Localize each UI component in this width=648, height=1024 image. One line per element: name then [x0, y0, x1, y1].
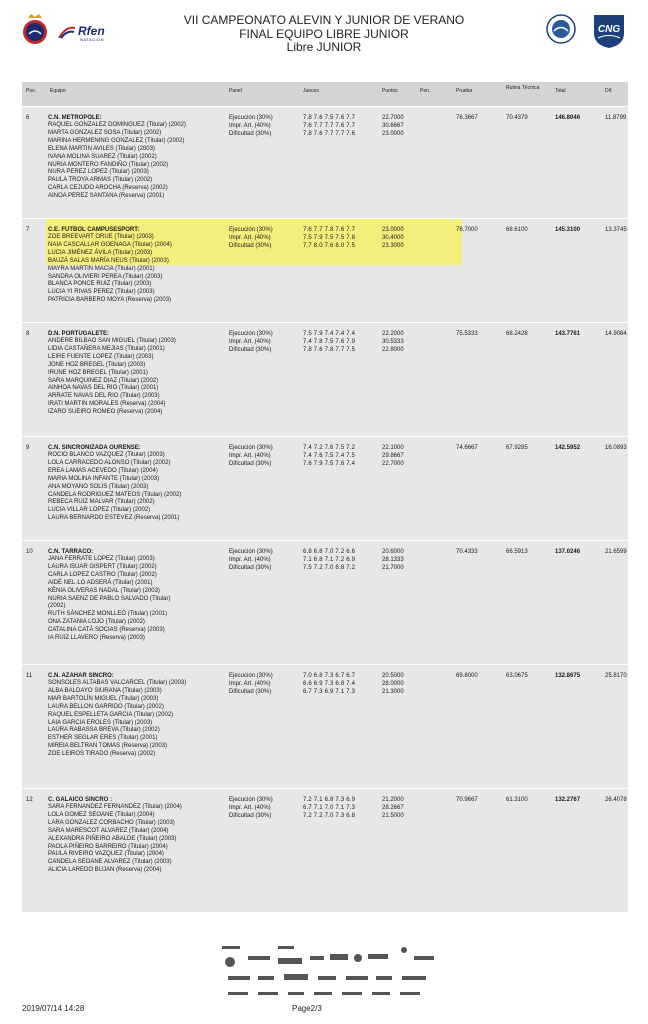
member-name: RAQUEL ESPELLETA GARCIA (Titular) (2002) [48, 711, 174, 718]
sponsor-logo-mark [278, 946, 294, 949]
sponsor-logo-mark [372, 992, 390, 995]
event-title: FINAL EQUIPO LIBRE JUNIOR [239, 26, 409, 41]
member-name: ANDERE BILBAO SAN MIGUEL (Titular) (2003) [48, 338, 176, 344]
panel-point-value: 21.5000 [382, 812, 404, 819]
panel-points [382, 227, 404, 251]
sponsor-logo-mark [330, 954, 348, 960]
panel-point-value: 21.7000 [382, 564, 404, 571]
member-name: SARA MARESCOT ALVAREZ (Titular) (2004) [48, 827, 169, 834]
member-name: PAULA TROYA ARMAS (Titular) (2002) [48, 177, 153, 184]
member-name: PATRICIA BARBERO MOYA (Reserva) (2003) [48, 297, 172, 304]
sponsor-logo-mark [284, 974, 308, 980]
panel-point-value: 28.2667 [382, 804, 404, 811]
judge-score-line: 7.5 7.2 7.0 6.8 7.2 [303, 564, 356, 571]
member-name: MAR BARTOLÍN MIGUEL (Titular) (2003) [48, 695, 159, 702]
member-name: CANDELA RODRIGUEZ MATEOS (Titular) (2002) [48, 491, 182, 498]
print-timestamp: 2019/07/14 14:28 [22, 1004, 85, 1013]
member-list [48, 556, 170, 643]
panel-label: Ejecución (30%) [229, 797, 273, 803]
member-name: LAIA GARCIA EROLES (Titular) (2003) [48, 719, 153, 726]
member-name: EREA LAMAS ACEVEDO (Titular) (2004) [48, 467, 158, 474]
panel-labels [229, 227, 273, 251]
judge-score-line: 6.7 7.1 7.0 7.1 7.3 [303, 804, 356, 811]
position-number: 6 [26, 115, 30, 121]
title-block [150, 14, 498, 55]
judge-score-line: 7.1 6.8 7.1 7.2 6.9 [303, 556, 356, 563]
difference-score: 14.9084 [605, 331, 627, 337]
member-name: ARRATE NAVAS DEL RIO (Titular) (2003) [48, 393, 160, 400]
panel-points [382, 549, 404, 573]
member-name: CATALINA CATÀ SOCIAS (Reserva) (2003) [48, 627, 165, 634]
col-total: Total [555, 88, 566, 94]
panel-point-value: 21.2000 [382, 797, 404, 803]
panel-label: Impr. Art. (40%) [229, 122, 271, 129]
position-number: 12 [26, 797, 33, 803]
member-name: LOLA CARRACEDO ALONSO (Titular) (2002) [48, 459, 171, 466]
judge-scores [303, 115, 355, 139]
panel-label: Ejecución (30%) [229, 227, 273, 233]
member-name: REBECA RUIZ MALVAR (Titular) (2002) [48, 499, 155, 506]
member-name: RUTH SÁNCHEZ MONLLEÓ (Titular) (2001) [48, 611, 168, 618]
panel-label: Ejecución (30%) [229, 445, 273, 451]
member-name: CARLA CEJUDO AROCHA (Reserva) (2002) [48, 185, 168, 192]
position-number: 11 [26, 673, 33, 679]
sponsor-logos [218, 942, 440, 1002]
sponsor-logo-mark [278, 958, 302, 964]
rutina-tecnica-score: 70.4379 [506, 115, 528, 121]
team-name: C.N. AZAHAR SINCRO: [48, 673, 114, 679]
member-name: BLANCA PONCE RUIZ (Titular) (2003) [48, 281, 152, 288]
sponsor-logo-mark [314, 992, 332, 995]
panel-label: Ejecución (30%) [229, 673, 273, 679]
panel-label: Impr. Art. (40%) [229, 338, 271, 345]
member-name: AINHOA NAVAS DEL RIO (Titular) (2001) [48, 385, 159, 392]
member-list [48, 234, 172, 305]
panel-labels [229, 445, 273, 469]
member-name: JONE HOZ BREGEL (Titular) (2003) [48, 361, 146, 368]
member-name: RAQUEL GONZALEZ DOMINGUEZ (Titular) (2002) [48, 122, 186, 128]
member-name: AIDÉ NEL·LO ADSERÀ (Titular) (2001) [48, 579, 153, 586]
sponsor-logo-mark [354, 954, 362, 962]
col-dif: Dif. [605, 88, 613, 94]
member-name: NURA PEREZ LOPEZ (Titular) (2003) [48, 169, 149, 176]
panel-label: Dificultad (30%) [229, 346, 272, 353]
member-name: SANDRA OLIVIERI PEREA (Titular) (2003) [48, 273, 163, 280]
panel-labels [229, 549, 273, 573]
rutina-tecnica-score: 63.0675 [506, 673, 528, 679]
member-name: ALEXANDRA PIÑEIRO ABALDE (Titular) (2003) [48, 835, 177, 842]
total-score: 132.8675 [555, 673, 581, 679]
col-puntos: Puntos [382, 88, 398, 94]
panel-label: Dificultad (30%) [229, 130, 272, 137]
member-name: ALICIA LAREDO BUJAN (Reserva) (2004) [48, 867, 162, 874]
member-name: SARA FERNANDEZ FERNANDEZ (Titular) (2004) [48, 804, 182, 810]
total-score: 146.8046 [555, 115, 581, 121]
member-name: ALBA BALDAYO SIURANA (Titular) (2003) [48, 687, 162, 694]
results-sheet [22, 82, 628, 912]
team-name: C. GALAICO SINCRO : [48, 797, 112, 803]
member-name: IRATI MARTIN MORALES (Reserva) (2004) [48, 401, 166, 408]
judge-score-line: 7.5 7.9 7.5 7.5 7.8 [303, 234, 356, 241]
panel-label: Impr. Art. (40%) [229, 804, 271, 811]
panel-labels [229, 331, 273, 355]
member-name: LAURA BERNARDO ESTEVEZ (Reserva) (2001) [48, 515, 180, 522]
member-name: LUCIA JIMÉNEZ ÁVILA (Titular) (2003) [48, 249, 153, 256]
member-list [48, 680, 186, 759]
judge-score-line: 6.6 6.9 7.3 6.8 7.4 [303, 680, 356, 687]
member-name: MARIA MOLINA INFANTE (Titular) (2003) [48, 475, 160, 482]
panel-label: Impr. Art. (40%) [229, 556, 271, 563]
sponsor-logo-mark [222, 946, 240, 949]
position-number: 7 [26, 227, 30, 233]
difference-score: 11.8799 [605, 115, 627, 121]
panel-points [382, 331, 404, 355]
member-name: LOLA GOMEZ SEOANE (Titular) (2004) [48, 811, 155, 818]
member-name: LEIRE FUENTE LOPEZ (Titular) (2003) [48, 353, 154, 360]
team-name: C.E. FUTBOL CAMPUSESPORT: [48, 227, 140, 233]
team-result-row [22, 218, 628, 323]
member-name: LIDIA CASTAÑERA MEJIAS (Titular) (2001) [48, 345, 165, 352]
panel-point-value: 21.3000 [382, 688, 404, 695]
rfen-logo-subtext: NATACIÓN [80, 37, 105, 42]
panel-points [382, 445, 404, 469]
prueba-score: 75.5333 [456, 331, 478, 337]
member-name: CANDELA SEOANE ALVAREZ (Titular) (2003) [48, 859, 172, 866]
member-name: LUCIA VILLAR LOPEZ (Titular) (2002) [48, 507, 151, 514]
position-number: 9 [26, 445, 30, 451]
team-name: C.N. TARRACO: [48, 549, 94, 555]
col-prueba: Prueba [456, 88, 473, 94]
sponsor-logo-mark [346, 976, 368, 980]
total-score: 132.2767 [555, 797, 581, 803]
member-name: BAUZÁ SALAS MARÍA NEUS (Titular) (2003) [48, 257, 169, 264]
member-name: LAURA ISUAR GISPERT (Titular) (2002) [48, 563, 157, 570]
prueba-score: 74.6667 [456, 445, 478, 451]
panel-point-value: 22.7000 [382, 460, 404, 467]
judge-score-line: 7.5 7.9 7.4 7.4 7.4 [303, 331, 356, 337]
rfen-logo [58, 22, 118, 48]
member-list [48, 452, 181, 523]
federation-crest-icon [20, 12, 50, 48]
sponsor-logo-mark [401, 947, 407, 953]
member-list [48, 122, 186, 201]
cng-shield-icon [592, 13, 626, 49]
sponsor-logo-mark [310, 956, 324, 960]
total-score: 137.0246 [555, 549, 581, 555]
judge-score-line: 7.4 7.2 7.6 7.5 7.2 [303, 445, 356, 451]
panel-point-value: 28.1333 [382, 556, 404, 563]
sponsor-logo-mark [414, 956, 434, 960]
prueba-score: 76.3667 [456, 115, 478, 121]
panel-labels [229, 115, 273, 139]
member-name: ESTHER SEGLAR ERES (Titular) (2001) [48, 735, 158, 742]
member-name: IZARO SUEIRO ROMEO (Reserva) (2004) [48, 409, 163, 416]
member-name: NURIA SAENZ DE PABLO SALVADO (Titular) [48, 595, 171, 602]
rutina-tecnica-score: 61.3100 [506, 797, 528, 803]
team-result-row [22, 322, 628, 437]
panel-labels [229, 673, 273, 697]
member-name: LAURA BELLON GARRIDO (Titular) (2002) [48, 703, 164, 710]
member-name: ELENA MARTIN AVILES (Titular) (2003) [48, 145, 155, 152]
member-name: ANA MOYANO SOLIS (Titular) (2003) [48, 483, 149, 490]
sponsor-logo-mark [258, 976, 274, 980]
sponsor-logo-mark [402, 976, 426, 980]
team-result-row [22, 436, 628, 541]
team-name: C.N. SINCRONIZADA OURENSE: [48, 445, 141, 451]
page-number: Page2/3 [292, 1004, 322, 1013]
prueba-score: 76.7000 [456, 227, 478, 233]
panel-label: Dificultad (30%) [229, 812, 272, 819]
panel-point-value: 20.6000 [382, 549, 404, 555]
team-name: D.N. PORTUGALETE: [48, 331, 109, 337]
panel-point-value: 22.1000 [382, 445, 404, 451]
member-name: LARA GONZALEZ CORBACHO (Titular) (2003) [48, 819, 175, 826]
sponsor-logo-mark [318, 976, 336, 980]
member-name: ROCIO BLANCO VAZQUEZ (Titular) (2003) [48, 452, 165, 458]
member-name: CARLA LOPEZ CASTRO (Titular) (2002) [48, 571, 157, 578]
sponsor-logo-mark [258, 992, 278, 995]
judge-score-line: 7.8 7.6 7.7 7.7 7.6 [303, 130, 356, 137]
member-name: NURIA MONTERO FANDIÑO (Titular) (2002) [48, 161, 169, 168]
rfen-swoosh-icon [58, 25, 76, 39]
member-name: KÈNIA OLIVERAS NADAL (Titular) (2003) [48, 587, 160, 594]
sponsor-logo-mark [228, 976, 250, 980]
judge-score-line: 7.0 6.8 7.3 6.7 6.7 [303, 673, 356, 679]
panel-label: Impr. Art. (40%) [229, 234, 271, 241]
panel-label: Ejecución (30%) [229, 549, 273, 555]
judge-score-line: 7.2 7.2 7.0 7.3 6.8 [303, 812, 356, 819]
member-name: PAULA RIVEIRO VAZQUEZ (Titular) (2004) [48, 851, 164, 858]
judge-scores [303, 445, 355, 469]
team-result-row [22, 788, 628, 913]
panel-label: Dificultad (30%) [229, 460, 272, 467]
member-name: (2002) [48, 603, 66, 610]
sponsor-logo-mark [288, 992, 304, 995]
member-list [48, 338, 176, 417]
member-name: JANA FERRATE LOPEZ (Titular) (2003) [48, 556, 155, 562]
panel-point-value: 28.0000 [382, 680, 404, 687]
member-name: IRUNE HOZ BREGEL (Titular) (2001) [48, 369, 148, 376]
panel-labels [229, 797, 273, 821]
judge-score-line: 7.2 7.1 6.8 7.3 6.9 [303, 797, 356, 803]
team-result-row [22, 664, 628, 789]
rutina-tecnica-score: 66.5913 [506, 549, 528, 555]
panel-points [382, 115, 404, 139]
judge-scores [303, 797, 355, 821]
team-result-row [22, 540, 628, 665]
judge-score-line: 7.6 7.9 7.5 7.6 7.4 [303, 460, 356, 467]
panel-point-value: 23.3000 [382, 242, 404, 249]
panel-label: Ejecución (30%) [229, 115, 273, 121]
rfen-logo-text: Rfen [78, 24, 105, 38]
member-name: ZOE BREEVART ORUE (Titular) (2003) [48, 234, 154, 240]
member-name: AINOA PEREZ SANTANA (Reserva) (2001) [48, 193, 165, 200]
prueba-score: 69.8000 [456, 673, 478, 679]
panel-point-value: 23.0000 [382, 130, 404, 137]
column-header-row [22, 82, 628, 106]
judge-score-line: 7.8 7.6 7.8 7.7 7.5 [303, 346, 356, 353]
position-number: 8 [26, 331, 30, 337]
panel-point-value: 29.8667 [382, 452, 404, 459]
team-name: C.N. METROPOLE: [48, 115, 102, 121]
member-list [48, 804, 182, 875]
sponsor-logo-mark [400, 992, 420, 995]
total-score: 143.7761 [555, 331, 581, 337]
member-name: NAIA CASCALLAR GOENAGA (Titular) (2004) [48, 241, 172, 248]
member-name: IVANA MOLINA SUAREZ (Titular) (2002) [48, 153, 157, 160]
difference-score: 25.8170 [605, 673, 627, 679]
panel-point-value: 30.4000 [382, 234, 404, 241]
difference-score: 26.4078 [605, 797, 627, 803]
prueba-score: 70.9667 [456, 797, 478, 803]
member-name: MARINA HERMENING GONZALEZ (Titular) (2002) [48, 137, 185, 144]
panel-point-value: 23.0000 [382, 227, 404, 233]
panel-point-value: 22.8000 [382, 346, 404, 353]
col-panel: Panel [229, 88, 242, 94]
panel-point-value: 22.2000 [382, 331, 404, 337]
rutina-tecnica-score: 68.6100 [506, 227, 528, 233]
member-name: MARTA GONZALEZ SOSA (Titular) (2002) [48, 129, 162, 136]
competition-title: VII CAMPEONATO ALEVIN Y JUNIOR DE VERANO [183, 13, 465, 27]
panel-label: Ejecución (30%) [229, 331, 273, 337]
judge-score-line: 7.4 7.6 7.5 7.4 7.5 [303, 452, 356, 459]
judge-scores [303, 331, 355, 355]
member-name: IA RUIZ LLAVERO (Reserva) (2003) [48, 635, 145, 642]
panel-label: Dificultad (30%) [229, 564, 272, 571]
difference-score: 13.3745 [605, 227, 627, 233]
col-pen: Pen. [420, 88, 431, 94]
difference-score: 21.6599 [605, 549, 627, 555]
prueba-score: 70.4333 [456, 549, 478, 555]
member-name: MAYRA MARTIN MACIA (Titular) (2001) [48, 265, 155, 272]
judge-scores [303, 673, 355, 697]
panel-point-value: 22.7000 [382, 115, 404, 121]
document-header [0, 0, 648, 78]
judge-scores [303, 227, 355, 251]
panel-label: Dificultad (30%) [229, 688, 272, 695]
judge-score-line: 6.7 7.3 6.9 7.1 7.3 [303, 688, 356, 695]
category-title: Libre JUNIOR [286, 40, 362, 54]
judge-score-line: 7.6 7.7 7.7 7.6 7.7 [303, 122, 356, 129]
member-name: MIREIA BELTRAN TOMAS (Reserva) (2003) [48, 743, 168, 750]
panel-label: Impr. Art. (40%) [229, 680, 271, 687]
member-name: ONA ZATANIA LOJO (Titular) (2002) [48, 619, 145, 626]
member-name: SONSOLES ALTABAS VALCARCEL (Titular) (2003) [48, 680, 187, 686]
panel-label: Dificultad (30%) [229, 242, 272, 249]
cng-logo-text: CNG [597, 24, 621, 35]
panel-points [382, 673, 404, 697]
total-score: 142.5952 [555, 445, 581, 451]
judge-score-line: 7.8 7.6 7.5 7.6 7.7 [303, 115, 356, 121]
col-jueces: Jueces [303, 88, 319, 94]
rutina-tecnica-score: 68.2428 [506, 331, 528, 337]
member-name: SARA MARQUINEZ DIAZ (Titular) (2002) [48, 377, 159, 384]
sponsor-logo-mark [225, 957, 235, 967]
club-seal-icon [546, 14, 576, 44]
panel-point-value: 30.5333 [382, 338, 404, 345]
position-number: 10 [26, 549, 33, 555]
col-pos: Pos. [26, 88, 37, 94]
panel-points [382, 797, 404, 821]
col-rutina: Rutina Técnica [506, 85, 540, 91]
panel-label: Impr. Art. (40%) [229, 452, 271, 459]
difference-score: 16.0893 [605, 445, 627, 451]
judge-score-line: 6.8 6.8 7.0 7.2 6.6 [303, 549, 356, 555]
total-score: 145.3100 [555, 227, 581, 233]
member-name: ZOE LEIROS TIRADO (Reserva) (2002) [48, 751, 156, 758]
member-name: LAURA RABASSA BREVA (Titular) (2002) [48, 727, 160, 734]
sponsor-logo-mark [342, 992, 362, 995]
judge-score-line: 7.7 8.0 7.6 8.0 7.5 [303, 242, 356, 249]
sponsor-logo-mark [368, 954, 388, 959]
col-equipo: Equipo [50, 88, 66, 94]
panel-point-value: 20.5000 [382, 673, 404, 679]
rutina-tecnica-score: 67.9285 [506, 445, 528, 451]
judge-score-line: 7.6 7.7 7.8 7.6 7.7 [303, 227, 356, 233]
sponsor-logo-mark [228, 992, 248, 995]
sponsor-logo-mark [376, 976, 392, 980]
judge-score-line: 7.4 7.8 7.5 7.6 7.9 [303, 338, 356, 345]
judge-scores [303, 549, 355, 573]
member-name: LUCIA YI RIVAS PEREZ (Titular) (2003) [48, 289, 155, 296]
member-name: PAOLA PIÑEIRO BARREIRO (Titular) (2004) [48, 843, 168, 850]
panel-point-value: 30.6667 [382, 122, 404, 129]
team-result-row [22, 106, 628, 219]
sponsor-logo-mark [248, 956, 270, 960]
